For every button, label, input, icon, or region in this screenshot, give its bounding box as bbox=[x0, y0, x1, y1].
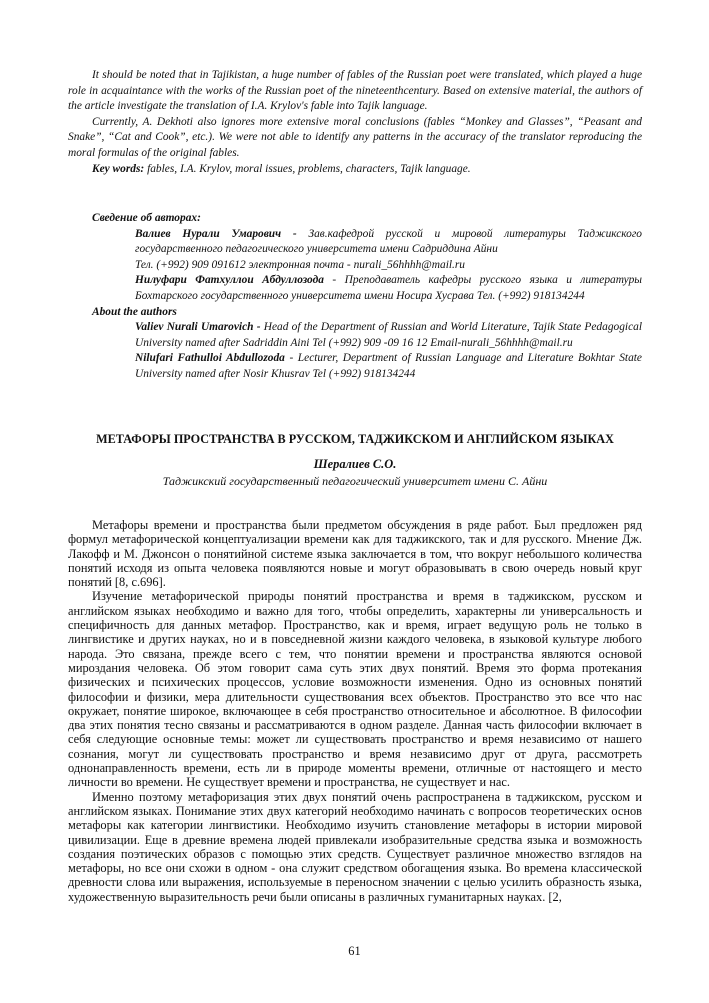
article-author: Шералиев С.О. bbox=[313, 457, 397, 471]
author-ru-1-text: Зав.кафедрой русской и мировой литературы Таджикского государственного педагогического университета имени Садриддина Айни bbox=[135, 227, 642, 256]
author-ru-1-contact: Тел. (+992) 909 091612 электронная почта - nurali_56hhhh@mail.ru bbox=[135, 258, 465, 271]
article-body bbox=[68, 518, 642, 904]
author-en-1-text: Head of the Department of Russian and World Literature, Tajik State Pedagogical University named after Sadriddin Aini Tel (+992) 909 -09 16 12 Email-nurali_56hhhh@mail.ru bbox=[135, 321, 642, 349]
author-ru-1 bbox=[135, 227, 642, 258]
body-paragraph-3: Именно поэтому метафоризация этих двух понятий очень распространена в таджикском, русском и английском языках. Понимание этих двух категорий необходимо начинать с вопросов теоретических основ метафоры как категории лингвистики. Необходимо изучить становление метафоры в истории мировой цивилизации. Еще в древние времена людей привлекали изобразительные средства языка и возможность создания поэтических образов с помощью этих средств. Существует различное множество взглядов на метафоры, но все они схожи в одном - она служит средством обогащения языка. Во времена классической древности слова или выражения, используемые в переносном значении с целью усилить образность языка, художественную выразительность речи были описаны в различных гуманитарных науках. [2, bbox=[68, 789, 642, 904]
keywords-label: Key words: bbox=[92, 162, 145, 175]
author-en-2-name: Nilufari Fathulloi Abdullozoda bbox=[135, 352, 285, 365]
article-title: МЕТАФОРЫ ПРОСТРАНСТВА В РУССКОМ, ТАДЖИКСКОМ И АНГЛИЙСКОМ ЯЗЫКАХ bbox=[96, 432, 614, 446]
author-ru-2-name: Нилуфари Фатхуллои Абдуллозода bbox=[135, 274, 324, 287]
author-en-2 bbox=[135, 351, 642, 382]
authors-ru-heading: Сведение об авторах: bbox=[92, 212, 201, 224]
author-en-1 bbox=[135, 320, 642, 351]
author-ru-2-text: - Преподаватель кафедры русского языка и литературы Бохтарского государственного университета имени Носира Хусрава Тел. (+992) 918134244 bbox=[135, 274, 642, 302]
author-en-2-text: - Lecturer, Department of Russian Language and Literature Bokhtar State University named after Nosir Khusrav Tel (+992) 918134244 bbox=[135, 352, 642, 380]
article-header bbox=[68, 432, 642, 489]
author-en-1-name: Valiev Nurali Umarovich - bbox=[135, 321, 261, 334]
english-abstract bbox=[68, 68, 642, 177]
body-paragraph-1: Метафоры времени и пространства были предметом обсуждения в ряде работ. Был предложен ряд формул метафорической концептуализации времени как для таджикского, так и для русского. Мнение Дж. Лакофф и М. Джонсон о понятийной системе языка заключается в том, что вокруг небольшого количества понятий исходя из опыта человека появляются новые и могут образовывать в свою очередь новый круг понятий [8, с.696]. bbox=[68, 518, 642, 590]
body-paragraph-2: Изучение метафорической природы понятий пространства и время в таджикском, русском и английском языках необходимо и важно для того, чтобы определить, характерны ли универсальность и специфичность для данных метафор. Пространство, как и время, играет ведущую роль не только в лингвистике и других науках, но и в повседневной жизни каждого человека, в языковой культуре любого народа. Это связана, прежде всего с тем, что понятии времени и пространства являются основой мироздания человека. Об этом говорит сама суть этих двух понятий. Время это форма протекания физических и психических процессов, условие возможности изменения. Одно из основных понятий философии и физики, мера длительности существования всех объектов. Пространство это все что нас окружает, понятие широкое, включающее в себя пространство относительное и абсолютное. В философии два этих понятия тесно связаны и рассматриваются в одном разделе. Данная часть философии включает в себя следующие основные темы: может ли существовать пространство и время независимо от нашего сознания, могут ли существовать пространство и время независимо друг от друга, рассмотреть однонаправленность времени, есть ли в природе моменты времени, отличные от настоящего и место личности во времени. Не существует времени и пространства, не существует и нас. bbox=[68, 589, 642, 790]
abstract-paragraph-1: It should be noted that in Tajikistan, a huge number of fables of the Russian poet were translated, which played a huge role in acquaintance with the works of the Russian poet of the nineteenthcentury. Based on extensive material, the authors of the article investigate the translation of I.A. Krylov's fable into Tajik language. bbox=[68, 69, 642, 113]
page-number: 61 bbox=[348, 944, 361, 958]
authors-info bbox=[68, 211, 642, 383]
abstract-paragraph-2: Currently, A. Dekhoti also ignores more extensive moral conclusions (fables “Monkey and Glasses”, “Peasant and Snake”, “Cat and Cook”, etc.). We were not able to identify any patterns in the accuracy of the translator reproducing the moral formulas of the original fables. bbox=[68, 115, 642, 159]
keywords-line bbox=[68, 162, 642, 178]
authors-en-heading: About the authors bbox=[92, 305, 177, 318]
keywords-text: fables, I.A. Krylov, moral issues, problems, characters, Tajik language. bbox=[144, 162, 471, 175]
author-ru-1-name: Валиев Нурали Умарович - bbox=[135, 227, 297, 240]
article-affiliation: Таджикский государственный педагогический университет имени С. Айни bbox=[162, 474, 548, 488]
author-ru-2 bbox=[135, 273, 642, 304]
